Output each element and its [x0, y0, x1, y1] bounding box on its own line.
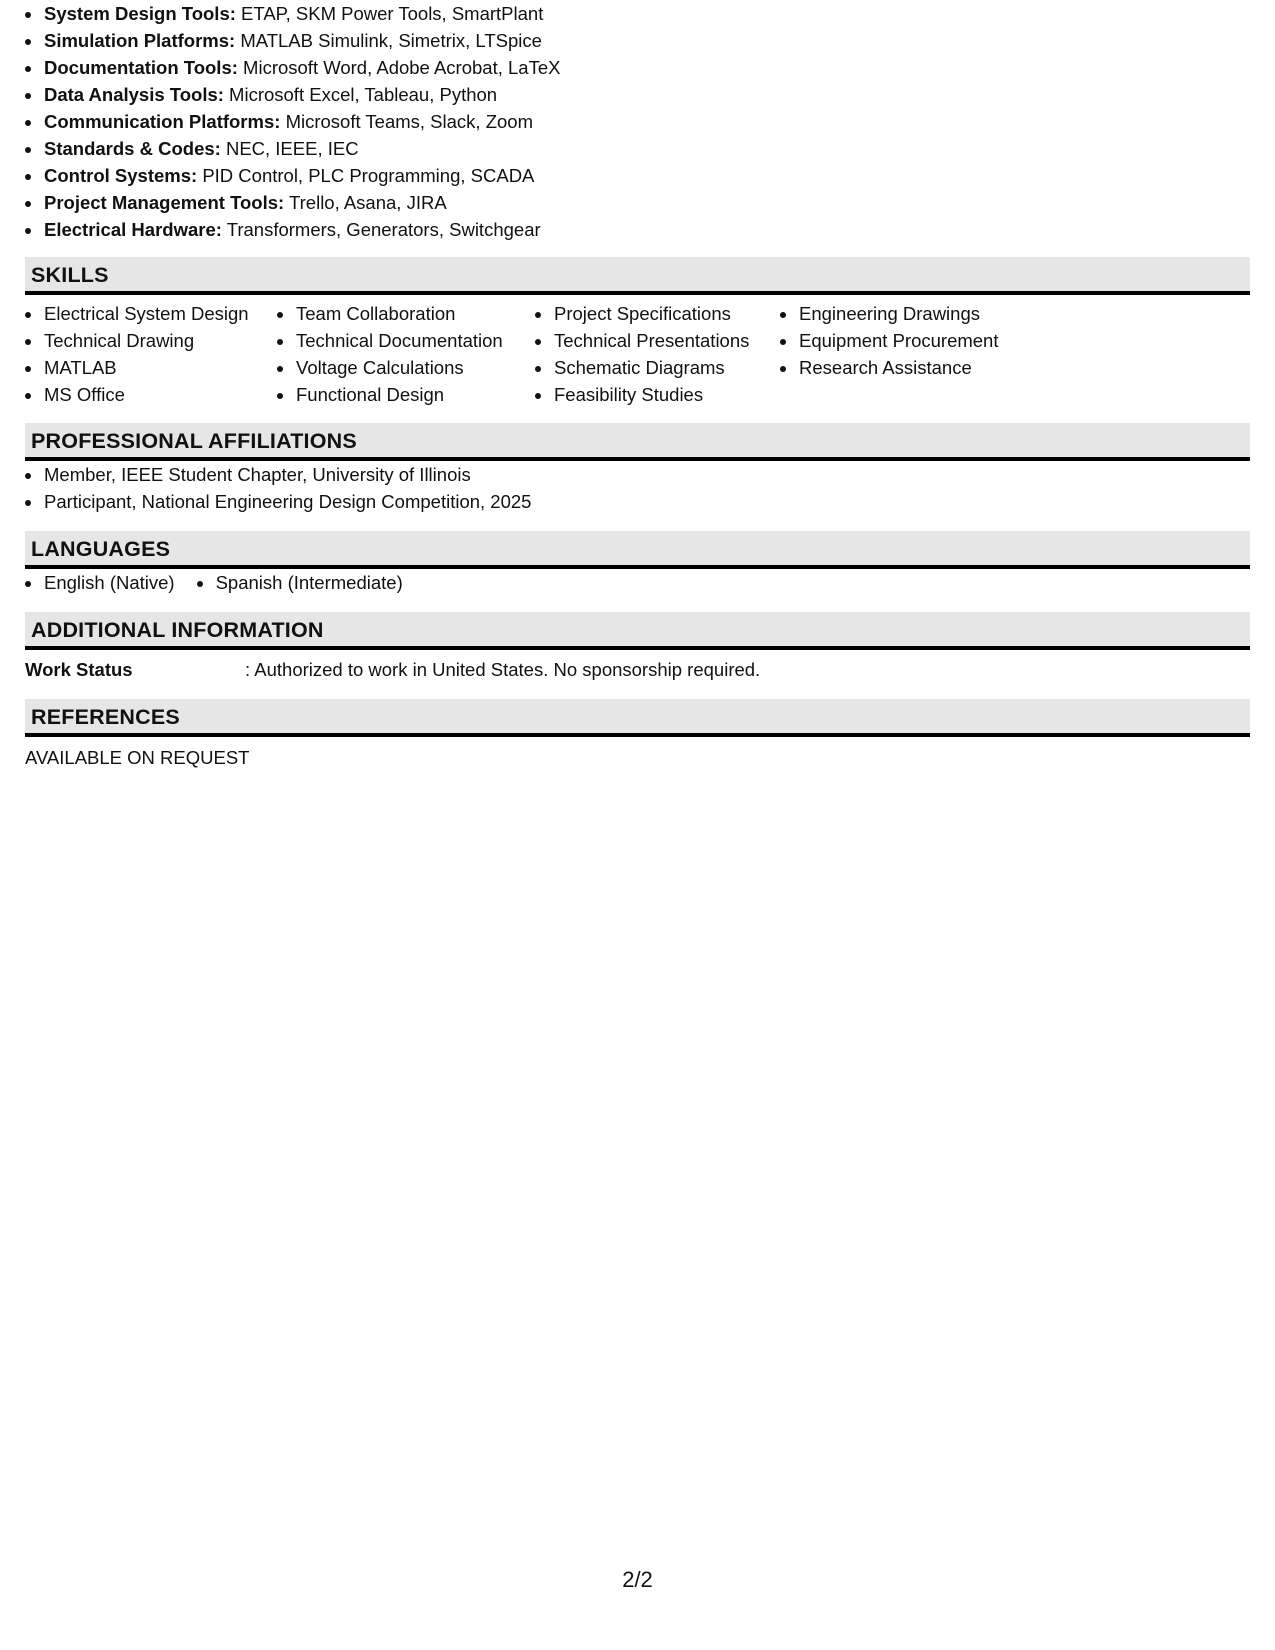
skills-column [535, 300, 780, 408]
tools-item-value: MATLAB Simulink, Simetrix, LTSpice [240, 30, 542, 51]
tools-item-value: Microsoft Word, Adobe Acrobat, LaTeX [243, 57, 561, 78]
work-status-label: Work Status [25, 659, 133, 680]
tools-item-communication [25, 108, 1250, 135]
tools-item-simulation [25, 27, 1250, 54]
work-status-row [25, 656, 1250, 683]
work-status-value: : Authorized to work in United States. No sponsorship required. [245, 659, 761, 680]
tools-item-value: ETAP, SKM Power Tools, SmartPlant [241, 3, 544, 24]
skill-item: MS Office [25, 381, 277, 408]
skills-heading: SKILLS [25, 257, 1250, 295]
skill-item: Functional Design [277, 381, 535, 408]
references-text: AVAILABLE ON REQUEST [25, 747, 250, 768]
tools-item-standards [25, 135, 1250, 162]
tools-item-value: Transformers, Generators, Switchgear [226, 219, 541, 240]
skill-item: Project Specifications [535, 300, 780, 327]
tools-item-key: Data Analysis Tools: [44, 84, 224, 105]
languages-list [25, 569, 1250, 596]
skill-item: Equipment Procurement [780, 327, 1040, 354]
skill-item: MATLAB [25, 354, 277, 381]
tools-item-value: Trello, Asana, JIRA [289, 192, 447, 213]
affiliation-item: Member, IEEE Student Chapter, University of Illinois [25, 461, 1250, 488]
tools-list [25, 0, 1250, 243]
tools-item-data-analysis [25, 81, 1250, 108]
skill-item: Voltage Calculations [277, 354, 535, 381]
tools-item-control-systems [25, 162, 1250, 189]
tools-item-key: Simulation Platforms: [44, 30, 236, 51]
references-heading: REFERENCES [25, 699, 1250, 737]
affiliations-list [25, 461, 1250, 515]
skill-item: Electrical System Design [25, 300, 277, 327]
tools-item-system-design [25, 0, 1250, 27]
tools-item-value: NEC, IEEE, IEC [225, 138, 359, 159]
resume-page [25, 0, 1250, 771]
skill-item: Technical Documentation [277, 327, 535, 354]
tools-item-documentation [25, 54, 1250, 81]
skill-item: Team Collaboration [277, 300, 535, 327]
page-number: 2/2 [622, 1567, 653, 1592]
skills-column [780, 300, 1040, 408]
tools-item-key: Project Management Tools: [44, 192, 285, 213]
skills-grid [25, 300, 1250, 408]
tools-item-key: Control Systems: [44, 165, 198, 186]
tools-item-value: Microsoft Excel, Tableau, Python [229, 84, 498, 105]
tools-item-value: Microsoft Teams, Slack, Zoom [285, 111, 533, 132]
skill-item: Feasibility Studies [535, 381, 780, 408]
tools-item-key: System Design Tools: [44, 3, 236, 24]
language-item: English (Native) [25, 569, 175, 596]
skill-item: Research Assistance [780, 354, 1040, 381]
affiliation-item: Participant, National Engineering Design Competition, 2025 [25, 488, 1250, 515]
tools-item-value: PID Control, PLC Programming, SCADA [202, 165, 535, 186]
tools-item-key: Documentation Tools: [44, 57, 238, 78]
skill-item: Technical Drawing [25, 327, 277, 354]
skill-item: Technical Presentations [535, 327, 780, 354]
language-item: Spanish (Intermediate) [197, 569, 403, 596]
skill-item: Schematic Diagrams [535, 354, 780, 381]
tools-item-electrical-hardware [25, 216, 1250, 243]
languages-heading: LANGUAGES [25, 531, 1250, 569]
skills-column [25, 300, 277, 408]
tools-item-key: Electrical Hardware: [44, 219, 222, 240]
tools-item-key: Standards & Codes: [44, 138, 221, 159]
additional-info-heading: ADDITIONAL INFORMATION [25, 612, 1250, 650]
skills-column [277, 300, 535, 408]
skill-item: Engineering Drawings [780, 300, 1040, 327]
tools-item-project-management [25, 189, 1250, 216]
tools-item-key: Communication Platforms: [44, 111, 281, 132]
affiliations-heading: PROFESSIONAL AFFILIATIONS [25, 423, 1250, 461]
